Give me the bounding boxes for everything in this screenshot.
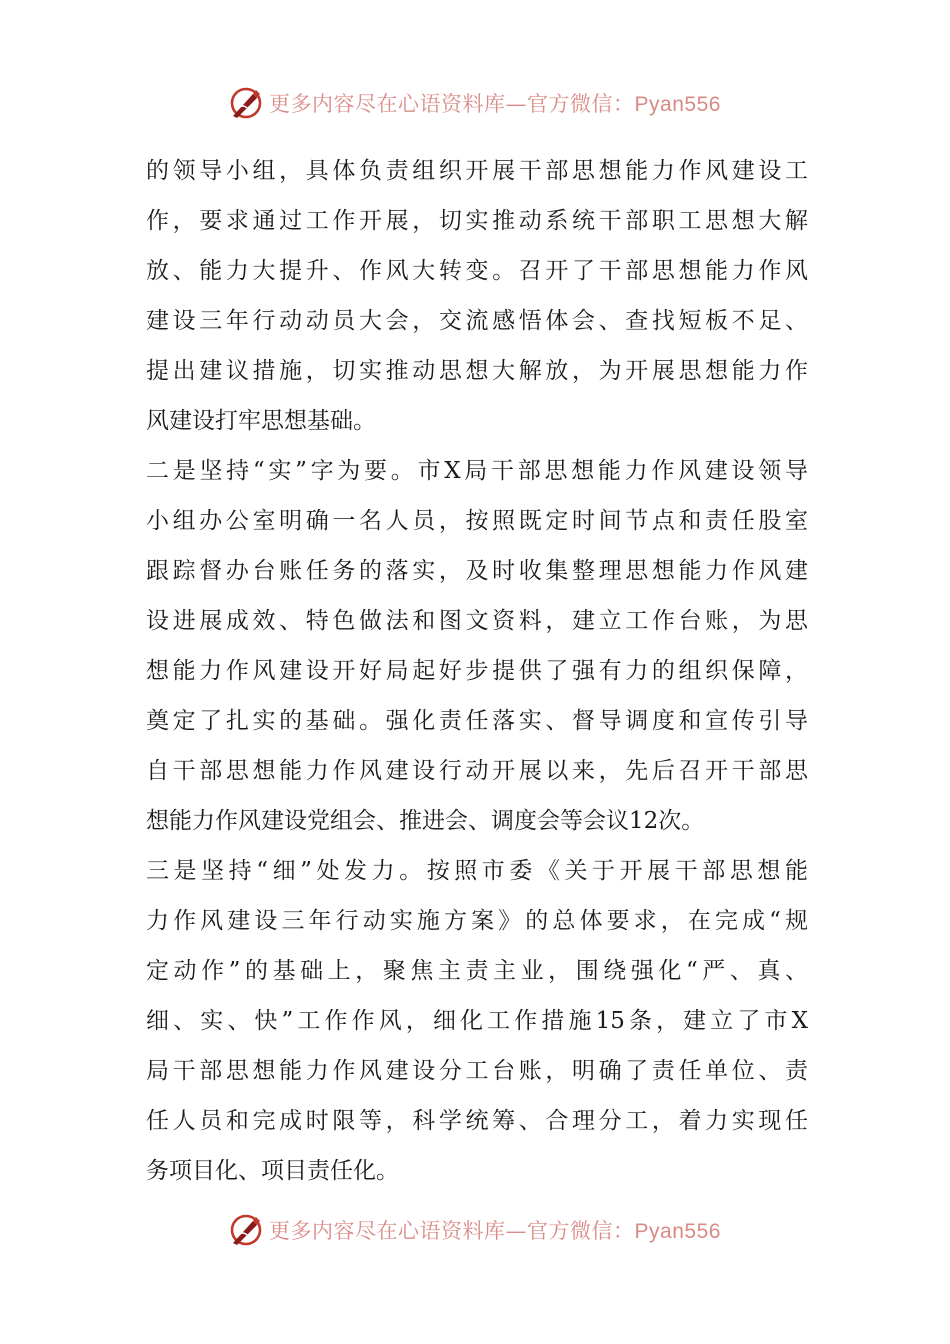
body-line: 细、实、快”工作作风，细化工作措施15条，建立了市X	[146, 1008, 808, 1034]
body-line: 想能力作风建设开好局起好步提供了强有力的组织保障，	[146, 658, 808, 684]
body-line: 任人员和完成时限等，科学统筹、合理分工，着力实现任	[146, 1108, 808, 1134]
body-line: 风建设打牢思想基础。	[146, 408, 376, 434]
body-line: 提出建议措施，切实推动思想大解放，为开展思想能力作	[146, 358, 808, 384]
pen-logo-icon	[229, 1213, 263, 1247]
body-line: 跟踪督办台账任务的落实，及时收集整理思想能力作风建	[146, 558, 808, 584]
body-line: 奠定了扎实的基础。强化责任落实、督导调度和宣传引导	[146, 708, 808, 734]
watermark-text: 更多内容尽在心语资料库—官方微信：Pyan556	[269, 92, 721, 116]
body-line: 务项目化、项目责任化。	[146, 1158, 399, 1184]
watermark-text: 更多内容尽在心语资料库—官方微信：Pyan556	[269, 1219, 721, 1243]
body-line: 局干部思想能力作风建设分工台账，明确了责任单位、责	[146, 1058, 808, 1084]
body-line: 三是坚持“细”处发力。按照市委《关于开展干部思想能	[146, 858, 808, 884]
body-line: 的领导小组，具体负责组织开展干部思想能力作风建设工	[146, 158, 808, 184]
body-line: 自干部思想能力作风建设行动开展以来，先后召开干部思	[146, 758, 808, 784]
footer-watermark	[229, 1213, 721, 1247]
body-line: 小组办公室明确一名人员，按照既定时间节点和责任股室	[146, 508, 808, 534]
body-line: 放、能力大提升、作风大转变。召开了干部思想能力作风	[146, 258, 808, 284]
body-line: 想能力作风建设党组会、推进会、调度会等会议12次。	[146, 808, 705, 834]
body-line: 设进展成效、特色做法和图文资料，建立工作台账，为思	[146, 608, 808, 634]
pen-logo-icon	[229, 86, 263, 120]
body-line: 定动作”的基础上，聚焦主责主业，围绕强化“严、真、	[146, 958, 808, 984]
body-line: 作，要求通过工作开展，切实推动系统干部职工思想大解	[146, 208, 808, 234]
document-body	[146, 146, 808, 1196]
body-line: 二是坚持“实”字为要。市X局干部思想能力作风建设领导	[146, 458, 808, 484]
body-line: 建设三年行动动员大会，交流感悟体会、查找短板不足、	[146, 308, 808, 334]
header-watermark-banner	[0, 83, 950, 123]
footer-watermark-banner	[0, 1210, 950, 1250]
header-watermark	[229, 86, 721, 120]
body-line: 力作风建设三年行动实施方案》的总体要求，在完成“规	[146, 908, 808, 934]
